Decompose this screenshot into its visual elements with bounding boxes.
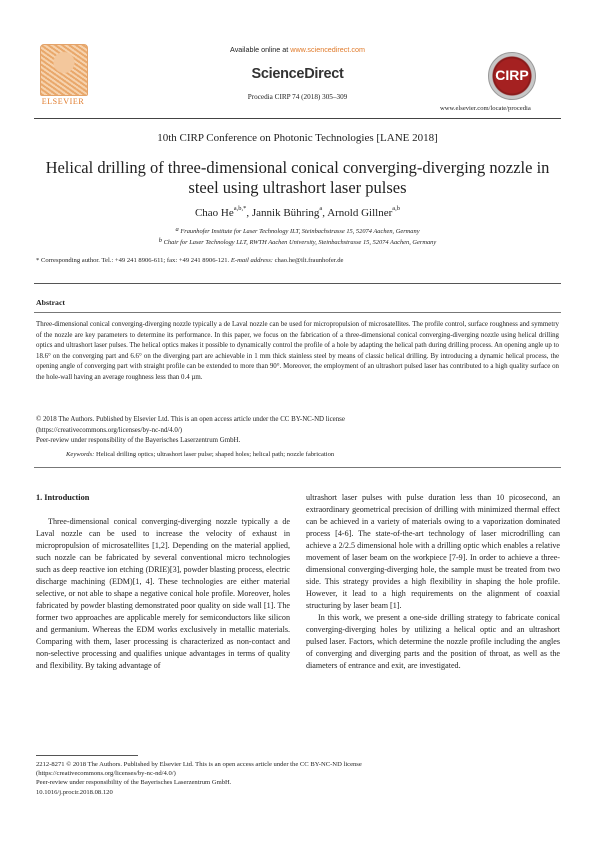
abstract-heading: Abstract <box>36 298 66 307</box>
abstract-text: Three-dimensional conical converging-diverging nozzle typically a de Laval nozzle can be used for micropropulsion of microsatellites. The profile control, surface roughness and symmetry of the nozzle are key parameters to determine its performance. In this paper, we focus on the fabrication of a three-dimensional conical converging-diverging nozzle using helical drilling optics and ultrashort laser pulses. The helical optics makes it possible to dynamically control the profile of a hole by adapting the helical path during drilling process. An opening angle up to 18.6° on the converging part and 6.6° on the diverging part are achievable in 1 mm thick stainless steel by means of classic helical drilling. By introducing a dynamic helical process, the opening angle of converging part with straight profile can be extended to more than 90°. Moreover, the employment of an ultrashort pulsed laser has contributed to a high quality surface on the hole-wall having an average roughness less than 0.4 µm. <box>36 321 559 381</box>
corresponding-contact: * Corresponding author. Tel.: +49 241 8906-611; fax: +49 241 8906-121. <box>36 257 231 264</box>
footer-peer-review: Peer-review under responsibility of the Bayerisches Laserzentrum GmbH. <box>36 779 232 787</box>
author-affiliation-marker: a <box>319 205 323 212</box>
available-prefix: Available online at <box>230 45 291 54</box>
author-name: Arnold Gillner <box>327 207 393 219</box>
abstract-end-divider <box>34 467 561 468</box>
footer-doi[interactable]: 10.1016/j.procir.2018.08.120 <box>36 788 113 796</box>
body-column-right <box>306 492 560 672</box>
author-name: Jannik Bühring <box>251 207 320 219</box>
copyright-line: © 2018 The Authors. Published by Elsevier Ltd. This is an open access article under the CC BY-NC-ND license <box>36 416 345 423</box>
body-column-left <box>36 492 290 672</box>
corresponding-author <box>36 257 561 264</box>
cirp-logo-text: CIRP <box>495 67 529 83</box>
section-heading: 1. Introduction <box>36 493 90 502</box>
affiliation-text: Fraunhofer Institute for Laser Technology ILT, Steinbachstrasse 15, 52074 Aachen, Germany <box>178 228 420 235</box>
peer-review-line: Peer-review under responsibility of the Bayerisches Laserzentrum GmbH. <box>36 437 241 445</box>
sciencedirect-logo: ScienceDirect <box>251 66 344 82</box>
journal-reference: Procedia CIRP 74 (2018) 305–309 <box>247 93 348 101</box>
affiliation-marker: b <box>158 237 163 244</box>
keywords-list: Helical drilling optics; ultrashort laser pulse; shaped holes; helical path; nozzle fabrication <box>94 451 335 458</box>
author-affiliation-marker: a,b,* <box>233 205 247 212</box>
email-label: E-mail address: <box>230 257 273 264</box>
cirp-logo <box>488 52 536 100</box>
keywords-label: Keywords: <box>66 451 95 458</box>
affiliation-a <box>0 228 595 235</box>
copyright-notice <box>36 415 559 447</box>
keywords <box>66 451 556 458</box>
author-affiliation-marker: a,b <box>392 205 401 212</box>
body-paragraph: In this work, we present a one-side drilling strategy to fabricate conical converging-diverging holes by utilizing a helical optic and an ultrashort pulsed laser. Factors, which determine the nozzle profile including the angles of converging and diverging parts and the position of throat, as well as the diameters of entrance and exit, are investigated. <box>306 613 560 670</box>
email-address[interactable]: chao.he@ilt.fraunhofer.de <box>272 257 344 264</box>
author-separator: , <box>246 207 252 219</box>
conference-name: 10th CIRP Conference on Photonic Technologies [LANE 2018] <box>157 132 438 144</box>
footer <box>36 760 559 797</box>
footer-license-link[interactable]: (https://creativecommons.org/licenses/by-nc-nd/4.0/) <box>36 770 176 778</box>
body-paragraph: ultrashort laser pulses with pulse duration less than 10 picosecond, an extraordinary geometrical precision of drilling with minimized thermal effect can be achieved in a variety of materials owing to a vaporization dominated process [4-6]. The state-of-the-art technology of laser microdrilling can achieve a 2/2.5 dimensional hole with a drilling optic which enables a relative movement of laser beam on the workpiece [7-9]. In order to achieve a three-dimensional converging-diverging hole, the sample must be treated from two side. This strategy provides a high flexibility in shaping the hole profile. However, it lead to a high requirements on the alignment of coaxial structuring by laser beam [1]. <box>306 493 560 610</box>
footer-issn-line: 2212-8271 © 2018 The Authors. Published by Elsevier Ltd. This is an open access article under the CC BY-NC-ND license <box>36 761 362 768</box>
paper-title: Helical drilling of three-dimensional conical converging-diverging nozzle in steel using ultrashort laser pulses <box>45 158 550 197</box>
title-divider <box>34 283 561 284</box>
abstract-divider <box>34 312 561 313</box>
footer-divider <box>36 755 138 756</box>
affiliation-b <box>0 239 595 246</box>
license-link[interactable]: (https://creativecommons.org/licenses/by-nc-nd/4.0/) <box>36 426 183 434</box>
elsevier-wordmark: ELSEVIER <box>41 97 85 106</box>
sciencedirect-link[interactable]: www.sciencedirect.com <box>290 45 365 54</box>
author-name: Chao He <box>194 207 234 219</box>
journal-url-link[interactable]: www.elsevier.com/locate/procedia <box>440 105 531 112</box>
author-list <box>0 207 595 219</box>
affiliation-marker: a <box>175 226 179 233</box>
affiliation-text: Chair for Laser Technology LLT, RWTH Aachen University, Steinbachstrasse 15, 52074 Aachen, Germany <box>162 239 437 246</box>
header-divider <box>34 118 561 119</box>
author-separator: , <box>322 207 328 219</box>
body-paragraph: Three-dimensional conical converging-diverging nozzle typically a de Laval nozzle can be used to increase the velocity of exhaust in micropropulsion of microsatellites [1,2]. Depending on the material applied, such nozzle can be fabricated by several conventional micro technologies such as deep reactive ion etching (DRIE)[3], powder blasting process, electric discharge machining (EDM)[1, 4]. These technologies are either material selective, or not able to shape a negative conical hole profile. Moreover, holes fabricated by powder blasting demonstrated poor quality on side wall [1]. The former two approaches are applicable merely for semiconductors like silicon and germanium. Whereas the EDM works exclusively in metallic materials. Comparing with them, laser processing is characterized as non-contact and non-selective processing and qualifies unique advantages in terms of quality and flexibility. By taking advantage of <box>36 517 290 670</box>
